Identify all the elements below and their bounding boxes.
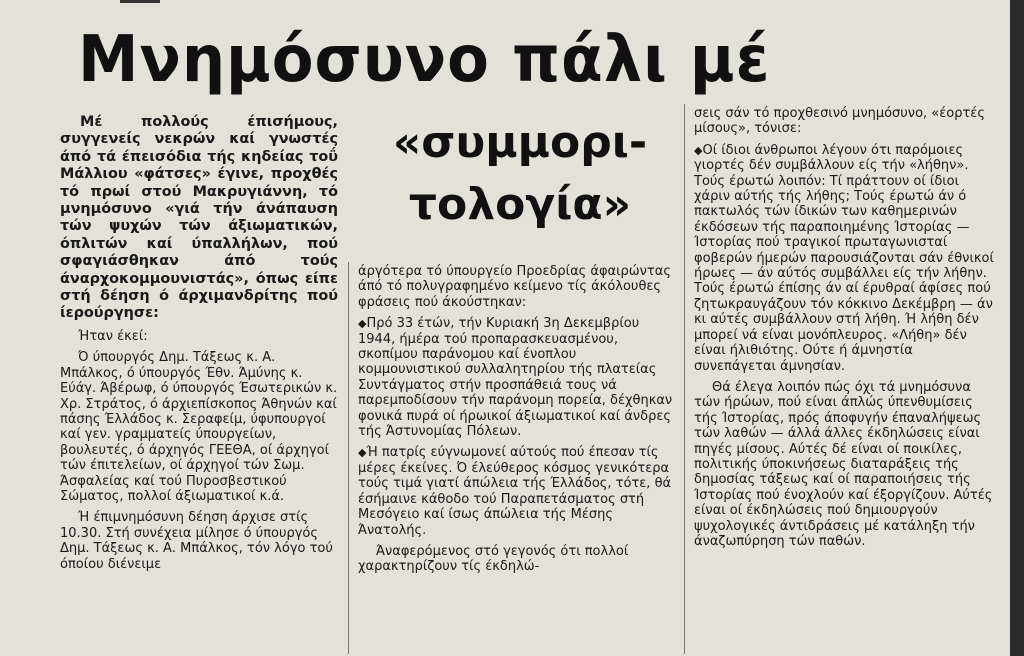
speech-paragraph-2: ◆ Ή πατρίς εύγνωμονεί αύτούς πού έπεσαν τίς μέρες έκείνες. Ό έλεύθερος κόσμος γενικότερα τούς τιμά γιατί άπώλεια τής Έλλάδος, τότε, θά έσήμαινε κάθοδο τού Παραπετάσματος στή Μεσόγειο καί ίσως άπώλεια τής Μέσης Άνατολής.: [358, 445, 674, 537]
top-rule: [120, 0, 160, 3]
subheadline-line-1: «συμμορι-: [392, 117, 648, 168]
speech-paragraph-4: Θά έλεγα λοιπόν πώς όχι τά μνημόσυνα τών ήρώων, πού είναι άπλώς ύπενθυμίσεις τής Ίστορίας, πρός άποφυγήν έπαναλήψεως τών λαθών — άλλά άλλες έκδηλώσεις είναι πηγές μίσους. Αύτές δέ είναι οί ποικίλες, πολιτικής ύποκινήσεως διαταράξεις τής δημοσίας τάξεως καί οί παραποιήσεις τής Ίστορίας πού ένοχλούν καί έξοργίζουν. Αύτές είναι οί έκδηλώσεις πού δημιουργούν ψυχολογικές άντιδράσεις μέ κατάληξη τήν άναζωπύρηση τών παθών.: [694, 379, 993, 549]
scan-edge: [1010, 0, 1024, 656]
column-2: [358, 264, 674, 654]
ceremony-paragraph: Ή έπιμνημόσυνη δέηση άρχισε στίς 10.30. Στή συνέχεια μίλησε ό ύπουργός Δημ. Τάξεως κ. Α. Μπάλκος, τόν λόγο τού όποίου διένειμε: [60, 510, 333, 572]
column-3: [694, 106, 994, 654]
column-rule-2: [684, 104, 685, 654]
attendees-list: Ό ύπουργός Δημ. Τάξεως κ. Α. Μπάλκος, ό ύπουργός Έθν. Άμύνης κ. Εύάγ. Άβέρωφ, ό ύπουργός Έσωτερικών κ. Χρ. Στράτος, ό άρχιεπίσκοπος Άθηνών καί πάσης Έλλάδος κ. Σεραφείμ, ύφυπουργοί καί γεν. γραμματείς ύπουργείων, βουλευτές, ό άρχηγός ΓΕΕΘΑ, οί άρχηγοί τών έπιτελείων, οί άρχηγοί τών Σωμ. Άσφαλείας καί τού Πυροσβεστικού Σώματος, πολλοί άξιωματικοί κ.ά.: [60, 350, 338, 504]
attendees-intro: Ήταν έκεί:: [78, 328, 148, 344]
column-1: [60, 114, 338, 654]
speech-paragraph-1: ◆ Πρό 33 έτών, τήν Κυριακή 3η Δεκεμβρίου 1944, ήμέρα τού προπαρασκευασμένου, σκοπίμου παράνομου καί ένοπλου κομμουνιστικού συλλαλητηρίου τής πλατείας Συντάγματος στήν προσπάθειά τους νά παρεμποδίσουν τήν παράνομη πορεία, δέχθηκαν φονικά πυρά οί ήρωικοί άξιωματικοί καί άνδρες τής Άστυνομίας Πόλεων.: [358, 316, 674, 439]
speech-paragraph-3: ◆ Οί ίδιοι άνθρωποι λέγουν ότι παρόμοιες γιορτές δέν συμβάλλουν είς τήν «λήθην». Τούς έρωτώ λοιπόν: Τί πράττουν οί ίδιοι χάριν αύτής τής λήθης; Τούς έρωτώ άν ό πακτωλός τών ίδικών των καθημερινών έκδόσεων τής παραποιημένης Ίστορίας — Ίστορίας πού τραγικοί πρωταγωνισταί φοβερών ήμερών παρουσιάζονται σάν έθνικοί ήρωες — άν αύτός συμβάλλει είς τήν λήθην. Τούς έρωτώ έπίσης άν αί έρυθραί άφίσες πού ζητωκραυγάζουν τόν κόκκινο Δεκέμβρη — άν κι αύτές συμβάλλουν στή λήθη. Ή λήθη δέν μπορεί νά είναι μονόπλευρος. «Λήθη» δέν είναι ήλιθιότης. Ούτε ή άμνηστία συνεπάγεται άμνησίαν.: [694, 143, 994, 374]
subheadline: [360, 112, 680, 236]
lede-paragraph: Μέ πολλούς έπισήμους, συγγενείς νεκρών καί γνωστές άπό τά έπεισόδια τής κηδείας τοΰ Μάλλιου «φάτσες» έγινε, προχθές τό πρωί στού Μακρυγιάννη, τό μνημόσυνο «γιά τήν άνάπαυση τών ψυχών τών άξιωματικών, όπλιτών καί ύπαλλήλων, πού σφαγιάσθηκαν άπό τούς άναρχοκομμουνιστάς», όπως είπε στή δέηση ό άρχιμανδρίτης πού ίερούργησε:: [60, 114, 338, 322]
column-3-intro: σεις σάν τό προχθεσινό μνημόσυνο, «έορτές μίσους», τόνισε:: [694, 106, 985, 137]
subheadline-line-2: τολογία»: [408, 179, 632, 230]
column-rule-1: [348, 262, 349, 654]
column-2-intro: άργότερα τό ύπουργείο Προεδρίας άφαιρώντας άπό τό πολυγραφημένο κείμενο τίς άκόλουθες φράσεις πού άκούστηκαν:: [358, 264, 671, 310]
column-2-closing: Άναφερόμενος στό γεγονός ότι πολλοί χαρακτηρίζουν τίς έκδηλώ-: [358, 543, 629, 575]
headline: Μνημόσυνο πάλι μέ: [78, 23, 771, 97]
